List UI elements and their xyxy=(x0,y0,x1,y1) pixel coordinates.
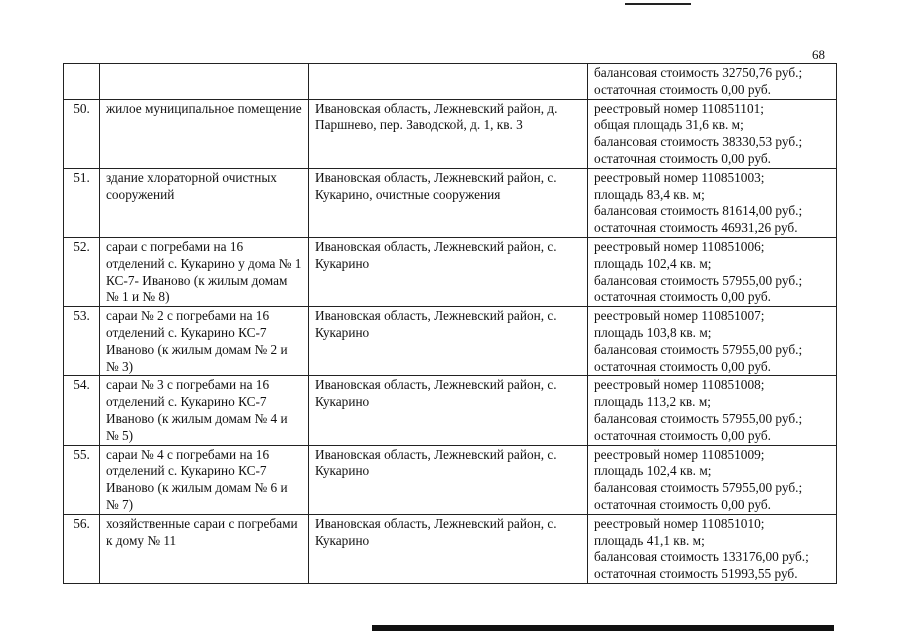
detail-line: остаточная стоимость 0,00 руб. xyxy=(594,289,771,305)
detail-line: остаточная стоимость 0,00 руб. xyxy=(594,427,771,443)
row-number: 55. xyxy=(64,445,100,514)
detail-line: балансовая стоимость 38330,53 руб.; xyxy=(594,134,803,150)
property-details xyxy=(588,99,837,168)
property-name xyxy=(100,64,309,100)
property-address: Ивановская область, Лежневский район, д. Паршнево, пер. Заводской, д. 1, кв. 3 xyxy=(309,99,588,168)
bottom-rule xyxy=(372,625,834,631)
detail-line: площадь 103,8 кв. м; xyxy=(594,324,712,340)
row-number: 51. xyxy=(64,168,100,237)
detail-line: площадь 113,2 кв. м; xyxy=(594,394,711,410)
detail-line: реестровый номер 110851008; xyxy=(594,377,765,393)
detail-line: остаточная стоимость 0,00 руб. xyxy=(594,150,771,166)
property-details xyxy=(588,514,837,583)
table-row xyxy=(64,64,837,100)
property-registry-table xyxy=(63,63,837,584)
table-row xyxy=(64,514,837,583)
table-row xyxy=(64,168,837,237)
detail-line: балансовая стоимость 32750,76 руб.; xyxy=(594,65,803,80)
property-address: Ивановская область, Лежневский район, с. Кукарино xyxy=(309,445,588,514)
row-number: 50. xyxy=(64,99,100,168)
detail-line: балансовая стоимость 57955,00 руб.; xyxy=(594,341,803,357)
row-number: 56. xyxy=(64,514,100,583)
property-name: сараи № 4 с погребами на 16 отделений с. Кукарино КС-7 Иваново (к жилым домам № 6 и № 7) xyxy=(100,445,309,514)
property-details xyxy=(588,168,837,237)
detail-line: реестровый номер 110851006; xyxy=(594,238,765,254)
property-details xyxy=(588,237,837,306)
detail-line: остаточная стоимость 0,00 руб. xyxy=(594,496,771,512)
table-row xyxy=(64,307,837,376)
detail-line: площадь 102,4 кв. м; xyxy=(594,463,712,479)
detail-line: реестровый номер 110851101; xyxy=(594,100,764,116)
table-row xyxy=(64,445,837,514)
detail-line: общая площадь 31,6 кв. м; xyxy=(594,117,744,133)
detail-line: площадь 83,4 кв. м; xyxy=(594,186,705,202)
detail-line: реестровый номер 110851007; xyxy=(594,308,765,324)
property-name: сараи № 3 с погребами на 16 отделений с. Кукарино КС-7 Иваново (к жилым домам № 4 и № 5) xyxy=(100,376,309,445)
detail-line: остаточная стоимость 51993,55 руб. xyxy=(594,566,798,582)
detail-line: реестровый номер 110851010; xyxy=(594,515,765,531)
registry-table-body xyxy=(64,64,837,584)
property-name: здание хлораторной очистных сооружений xyxy=(100,168,309,237)
property-address: Ивановская область, Лежневский район, с. Кукарино xyxy=(309,237,588,306)
property-address: Ивановская область, Лежневский район, с. Кукарино xyxy=(309,376,588,445)
property-details xyxy=(588,376,837,445)
property-details xyxy=(588,64,837,100)
detail-line: площадь 41,1 кв. м; xyxy=(594,532,705,548)
property-name: жилое муниципальное помещение xyxy=(100,99,309,168)
property-address: Ивановская область, Лежневский район, с. Кукарино xyxy=(309,307,588,376)
detail-line: балансовая стоимость 57955,00 руб.; xyxy=(594,272,803,288)
row-number: 52. xyxy=(64,237,100,306)
detail-line: остаточная стоимость 0,00 руб. xyxy=(594,81,771,97)
detail-line: реестровый номер 110851009; xyxy=(594,446,765,462)
property-name: сараи № 2 с погребами на 16 отделений с. Кукарино КС-7 Иваново (к жилым домам № 2 и № 3) xyxy=(100,307,309,376)
property-details xyxy=(588,445,837,514)
property-name: хозяйственные сараи с погребами к дому № 11 xyxy=(100,514,309,583)
detail-line: балансовая стоимость 133176,00 руб.; xyxy=(594,549,809,565)
detail-line: реестровый номер 110851003; xyxy=(594,169,765,185)
table-row xyxy=(64,99,837,168)
detail-line: площадь 102,4 кв. м; xyxy=(594,255,712,271)
row-number xyxy=(64,64,100,100)
detail-line: остаточная стоимость 46931,26 руб. xyxy=(594,220,798,236)
row-number: 53. xyxy=(64,307,100,376)
detail-line: балансовая стоимость 57955,00 руб.; xyxy=(594,480,803,496)
top-rule xyxy=(625,3,691,5)
detail-line: балансовая стоимость 81614,00 руб.; xyxy=(594,203,803,219)
detail-line: остаточная стоимость 0,00 руб. xyxy=(594,358,771,374)
table-row xyxy=(64,376,837,445)
property-address xyxy=(309,64,588,100)
detail-line: балансовая стоимость 57955,00 руб.; xyxy=(594,410,803,426)
table-row xyxy=(64,237,837,306)
page-number: 68 xyxy=(812,47,825,62)
property-address: Ивановская область, Лежневский район, с. Кукарино, очистные сооружения xyxy=(309,168,588,237)
property-address: Ивановская область, Лежневский район, с. Кукарино xyxy=(309,514,588,583)
property-details xyxy=(588,307,837,376)
row-number: 54. xyxy=(64,376,100,445)
property-name: сараи с погребами на 16 отделений с. Кукарино у дома № 1 КС-7- Иваново (к жилым домам № 1 и № 8) xyxy=(100,237,309,306)
